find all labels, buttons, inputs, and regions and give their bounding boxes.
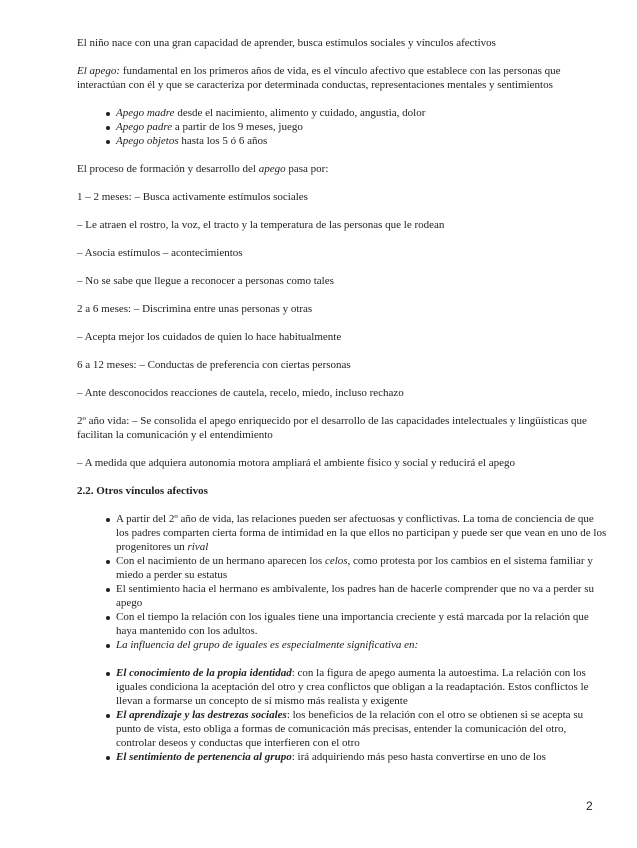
apego-type-text: a partir de los 9 meses, juego (172, 121, 303, 133)
apego-type-text: desde el nacimiento, alimento y cuidado, angustia, dolor (174, 107, 426, 119)
page-body (77, 36, 607, 778)
otros-item-text: La influencia del grupo de iguales es especialmente significativa en: (116, 639, 419, 651)
bullet-icon (106, 616, 110, 620)
list-item (77, 666, 607, 708)
list-item (77, 106, 607, 120)
proceso-term: apego (258, 163, 286, 175)
page-number: 2 (586, 799, 593, 813)
intro-paragraph: El niño nace con una gran capacidad de aprender, busca estímulos sociales y vínculos afectivos (77, 37, 496, 49)
proceso-paragraph (77, 162, 607, 176)
proceso-before: El proceso de formación y desarrollo del (77, 163, 259, 175)
bullet-icon (106, 126, 110, 130)
bullet-icon (106, 672, 110, 676)
stage-paragraph: – A medida que adquiera autonomía motora ampliará el ambiente físico y social y reducirá el apego (77, 457, 516, 469)
bullet-icon (106, 644, 110, 648)
list-item (77, 750, 607, 764)
list-item (77, 582, 607, 610)
influencia-term: El conocimiento de la propia identidad (116, 667, 292, 679)
influencia-term: El aprendizaje y las destrezas sociales (116, 709, 287, 721)
bullet-icon (106, 560, 110, 564)
influencia-text: : con la figura de apego aumenta la autoestima. La relación con los iguales condiciona la aceptación del otro y crea conflictos que obligan a la readaptación. Estos conflictos le llevan a formarse un concepto de sí mismo más realista y exigente (116, 667, 589, 707)
apego-term: El apego: (77, 65, 121, 77)
influencia-term: El sentimiento de pertenencia al grupo (116, 751, 292, 763)
stage-paragraph: – Ante desconocidos reacciones de cautela, recelo, miedo, incluso rechazo (77, 387, 404, 399)
otros-item-term: celos (324, 555, 348, 567)
influencia-text: : los beneficios de la relación con el otro se obtienen si se acepta su punto de vista, esto obliga a formas de comunicación más precisas, entender la comunicación del otro, controlar deseos y conductas que interfieren con el otro (116, 709, 584, 749)
list-item (77, 638, 607, 652)
bullet-icon (106, 112, 110, 116)
stage-paragraph: – Acepta mejor los cuidados de quien lo hace habitualmente (77, 331, 342, 343)
list-item (77, 512, 607, 554)
apego-definition-text: fundamental en los primeros años de vida, es el vínculo afectivo que establece con las personas que interactúan con él y que se caracteriza por determinada conductas, representaciones mentales y sentimientos (77, 65, 561, 91)
list-item (77, 708, 607, 750)
stage-paragraph: – Le atraen el rostro, la voz, el tracto y la temperatura de las personas que le rodean (77, 219, 445, 231)
otros-item-text: , como protesta por los cambios en el sistema familiar y miedo a perder su estatus (116, 555, 593, 581)
otros-item-term: rival (187, 541, 209, 553)
bullet-icon (106, 588, 110, 592)
stage-paragraph: 2º año vida: – Se consolida el apego enriquecido por el desarrollo de las capacidades intelectuales y lingüísticas que facilitan la comunicación y el entendimiento (77, 415, 587, 441)
bullet-icon (106, 714, 110, 718)
stage-paragraph: 6 a 12 meses: – Conductas de preferencia con ciertas personas (77, 359, 351, 371)
section-heading: 2.2. Otros vínculos afectivos (77, 485, 208, 497)
stage-paragraph: – Asocia estímulos – acontecimientos (77, 247, 243, 259)
apego-definition (77, 64, 607, 92)
otros-vinculos-list (77, 512, 607, 652)
bullet-icon (106, 518, 110, 522)
apego-type-term: Apego madre (116, 107, 175, 119)
apego-type-term: Apego objetos (116, 135, 179, 147)
otros-item-text: El sentimiento hacia el hermano es ambivalente, los padres han de hacerle comprender que no va a perder su apego (116, 583, 595, 609)
stage-paragraph: 2 a 6 meses: – Discrimina entre unas personas y otras (77, 303, 313, 315)
influencia-list (77, 666, 607, 764)
influencia-text: : irá adquiriendo más peso hasta convertirse en uno de los (291, 751, 546, 763)
apego-type-term: Apego padre (116, 121, 173, 133)
otros-item-text: Con el tiempo la relación con los iguales tiene una importancia creciente y está marcada por la relación que haya mantenido con los adultos. (116, 611, 589, 637)
list-item (77, 120, 607, 134)
bullet-icon (106, 140, 110, 144)
list-item (77, 554, 607, 582)
proceso-after: pasa por: (285, 163, 329, 175)
otros-item-text: A partir del 2º año de vida, las relaciones pueden ser afectuosas y conflictivas. La toma de conciencia de que los padres comparten cierta forma de intimidad en la que ellos no participan y puede ser que vean en uno de los progenitores un (116, 513, 607, 553)
apego-types-list (77, 106, 607, 148)
otros-item-text: Con el nacimiento de un hermano aparecen los (116, 555, 325, 567)
bullet-icon (106, 756, 110, 760)
list-item (77, 610, 607, 638)
list-item (77, 134, 607, 148)
stage-paragraph: – No se sabe que llegue a reconocer a personas como tales (77, 275, 334, 287)
stage-paragraph: 1 – 2 meses: – Busca activamente estímulos sociales (77, 191, 308, 203)
apego-type-text: hasta los 5 ó 6 años (178, 135, 268, 147)
